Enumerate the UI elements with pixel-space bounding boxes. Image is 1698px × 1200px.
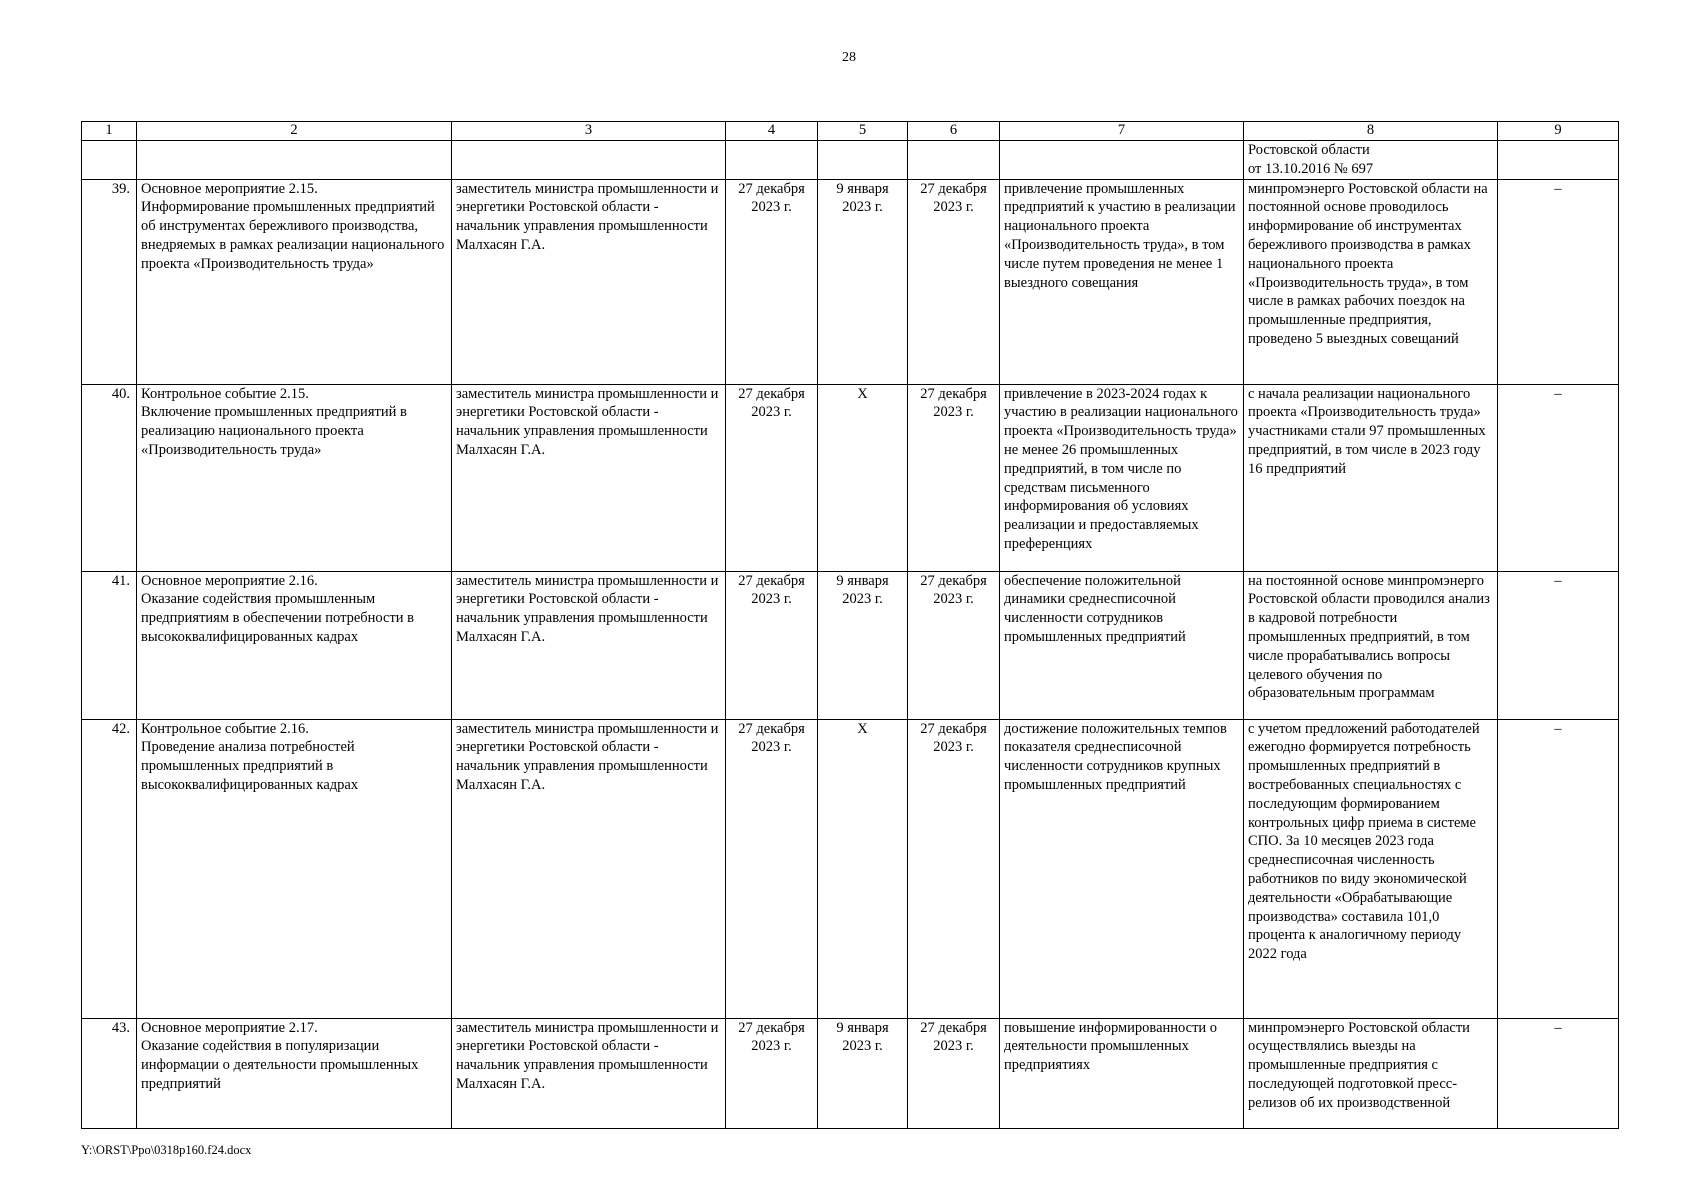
table-cell [452,141,726,180]
responsible-cell: заместитель министра промышленности и энергетики Ростовской области - начальник управления промышленности Малхасян Г.А. [452,571,726,719]
fact-end-cell: 27 декабря 2023 г. [908,571,1000,719]
note-cell: – [1498,384,1619,571]
responsible-cell: заместитель министра промышленности и энергетики Ростовской области - начальник управления промышленности Малхасян Г.А. [452,719,726,1018]
actual-result-cell: минпромэнерго Ростовской области осуществлялись выезды на промышленные предприятия с последующей подготовкой пресс-релизов об их производственной [1244,1018,1498,1128]
note-cell: – [1498,179,1619,384]
table-cell [726,141,818,180]
event-cell: Основное мероприятие 2.17. Оказание содействия в популяризации информации о деятельности промышленных предприятий [137,1018,452,1128]
event-cell: Основное мероприятие 2.16. Оказание содействия промышленным предприятиям в обеспечении потребности в высококвалифицированных кадрах [137,571,452,719]
expected-result-cell: обеспечение положительной динамики среднесписочной численности сотрудников промышленных предприятий [1000,571,1244,719]
row-number: 43. [82,1018,137,1128]
table-row [82,384,1619,571]
plan-date-cell: 27 декабря 2023 г. [726,719,818,1018]
fact-end-cell: 27 декабря 2023 г. [908,384,1000,571]
row-number: 42. [82,719,137,1018]
expected-result-cell: повышение информированности о деятельности промышленных предприятиях [1000,1018,1244,1128]
table-cell [82,141,137,180]
column-header: 4 [726,122,818,141]
actual-result-cell: с учетом предложений работодателей ежегодно формируется потребность промышленных предприятий в востребованных специальностях с последующим формированием контрольных цифр приема в системе СПО. За 10 месяцев 2023 года среднесписочная численность работников по виду экономической деятельности «Обрабатывающие производства» составила 101,0 процента к аналогичному периоду 2022 года [1244,719,1498,1018]
fact-start-cell: Х [818,719,908,1018]
plan-date-cell: 27 декабря 2023 г. [726,384,818,571]
column-header: 3 [452,122,726,141]
actual-result-cell: Ростовской области от 13.10.2016 № 697 [1244,141,1498,180]
fact-start-cell: 9 января 2023 г. [818,1018,908,1128]
actual-result-cell: на постоянной основе минпромэнерго Ростовской области проводился анализ в кадровой потребности промышленных предприятий, в том числе прорабатывались вопросы целевого обучения по образовательным программам [1244,571,1498,719]
plan-date-cell: 27 декабря 2023 г. [726,1018,818,1128]
fact-end-cell: 27 декабря 2023 г. [908,179,1000,384]
row-number: 39. [82,179,137,384]
table-row [82,179,1619,384]
table-row [82,1018,1619,1128]
responsible-cell: заместитель министра промышленности и энергетики Ростовской области - начальник управления промышленности Малхасян Г.А. [452,384,726,571]
expected-result-cell: достижение положительных темпов показателя среднесписочной численности сотрудников крупных промышленных предприятий [1000,719,1244,1018]
column-header: 5 [818,122,908,141]
fact-start-cell: 9 января 2023 г. [818,571,908,719]
plan-date-cell: 27 декабря 2023 г. [726,571,818,719]
table-cell [908,141,1000,180]
responsible-cell: заместитель министра промышленности и энергетики Ростовской области - начальник управления промышленности Малхасян Г.А. [452,179,726,384]
fact-end-cell: 27 декабря 2023 г. [908,1018,1000,1128]
expected-result-cell: привлечение в 2023-2024 годах к участию в реализации национального проекта «Производительность труда» не менее 26 промышленных предприятий, в том числе по средствам письменного информирования об условиях реализации и предоставляемых преференциях [1000,384,1244,571]
note-cell: – [1498,571,1619,719]
table-cell [137,141,452,180]
table-row [82,719,1619,1018]
actual-result-cell: с начала реализации национального проекта «Производительность труда» участниками стали 97 промышленных предприятий, в том числе в 2023 году 16 предприятий [1244,384,1498,571]
fact-end-cell: 27 декабря 2023 г. [908,719,1000,1018]
column-header: 8 [1244,122,1498,141]
column-header: 7 [1000,122,1244,141]
column-header: 2 [137,122,452,141]
document-path: Y:\ORST\Ppo\0318p160.f24.docx [81,1143,252,1157]
table-row-continuation [82,141,1619,180]
actual-result-cell: минпромэнерго Ростовской области на постоянной основе проводилось информирование об инструментах бережливого производства в рамках национального проекта «Производительность труда», в том числе в рамках рабочих поездок на промышленные предприятия, проведено 5 выездных совещаний [1244,179,1498,384]
event-cell: Контрольное событие 2.16. Проведение анализа потребностей промышленных предприятий в высококвалифицированных кадрах [137,719,452,1018]
report-table [81,121,1619,1129]
note-cell: – [1498,1018,1619,1128]
fact-start-cell: 9 января 2023 г. [818,179,908,384]
column-header: 6 [908,122,1000,141]
column-header: 9 [1498,122,1619,141]
fact-start-cell: Х [818,384,908,571]
row-number: 40. [82,384,137,571]
table-cell [818,141,908,180]
expected-result-cell: привлечение промышленных предприятий к участию в реализации национального проекта «Производительность труда», в том числе путем проведения не менее 1 выездного совещания [1000,179,1244,384]
row-number: 41. [82,571,137,719]
plan-date-cell: 27 декабря 2023 г. [726,179,818,384]
table-row [82,571,1619,719]
table-cell [1498,141,1619,180]
note-cell: – [1498,719,1619,1018]
event-cell: Контрольное событие 2.15. Включение промышленных предприятий в реализацию национального проекта «Производительность труда» [137,384,452,571]
table-cell [1000,141,1244,180]
responsible-cell: заместитель министра промышленности и энергетики Ростовской области - начальник управления промышленности Малхасян Г.А. [452,1018,726,1128]
event-cell: Основное мероприятие 2.15. Информирование промышленных предприятий об инструментах бережливого производства, внедряемых в рамках реализации национального проекта «Производительность труда» [137,179,452,384]
page-number: 28 [842,50,856,65]
column-header: 1 [82,122,137,141]
column-number-row [82,122,1619,141]
